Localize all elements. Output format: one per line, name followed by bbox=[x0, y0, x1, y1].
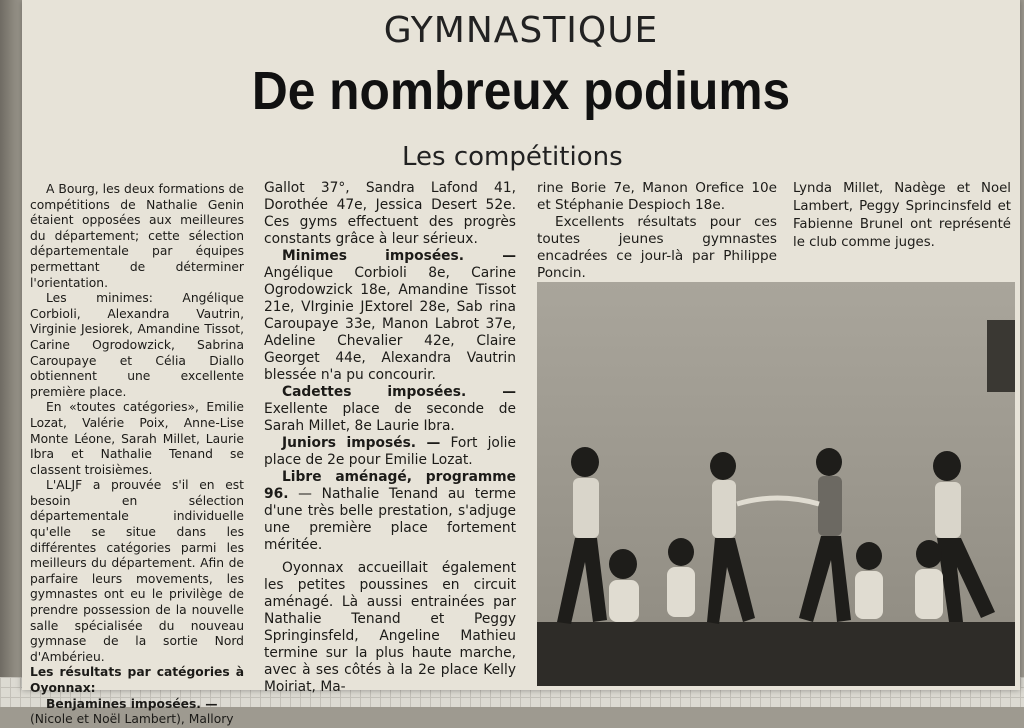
gymnasts-photo bbox=[537, 282, 1015, 686]
column-4 bbox=[793, 180, 1011, 252]
section-kicker: GYMNASTIQUE bbox=[383, 10, 659, 51]
cadettes-paragraph bbox=[264, 384, 516, 435]
libre-heading: Libre aménagé, programme 96. bbox=[264, 469, 516, 502]
oyonnax-paragraph: Oyonnax accueillait également les petites poussines en circuit aménagé. Là aussi entrainées par Nathalie Tenand et Peggy Springinsfeld, Angeline Mathieu termine sur la plus haute marche, avec à ses côtés à la 2e place Kelly Moiriat, Ma- bbox=[264, 560, 516, 695]
minimes-results: Angélique Corbioli 8e, Carine Ogrodowzick 18e, Amandine Tissot 21e, VIrginie JExtorel 28e, Sab rina Caroupaye 33e, Manon Labrot 37e, Adeline Chevalier 42e, Claire Georget 44e, Alexandra Vautrin blessée n'a pu concourir. bbox=[264, 265, 516, 383]
col1-paragraph-4: L'ALJF a prouvée s'il en est besoin en sélection départementale individuelle qu'elle se situe dans les différentes catégories parmi les meilleurs du département. Afin de parfaire leurs movements, les gymnastes ont eu le privilège de prendre possession de la nouvelle salle spécialisée du nouveau gymnase de la sortie Nord d'Ambérieu. bbox=[30, 478, 244, 664]
headline: De nombreux podiums bbox=[251, 61, 791, 121]
col1-paragraph-1: A Bourg, les deux formations de compétitions de Nathalie Genin étaient opposées aux meilleures du département; cette sélection départementale par équipes permettant de déterminer l'orientation. bbox=[30, 182, 244, 290]
col2-paragraph-1: Gallot 37°, Sandra Lafond 41, Dorothée 47e, Jessica Desert 52e. Ces gyms effectuent des progrès constants grâce à leur sérieux. bbox=[264, 180, 516, 247]
gymnasts-photo-illustration bbox=[537, 282, 1015, 686]
col3-paragraph-2: Excellents résultats pour ces toutes jeunes gymnastes encadrées ce jour-là par Philippe Poncin. bbox=[537, 214, 777, 281]
juniors-heading: Juniors imposés. — bbox=[282, 435, 441, 451]
minimes-paragraph bbox=[264, 248, 516, 384]
libre-results: — Nathalie Tenand au terme d'une très belle prestation, s'adjuge une première place fortement méritée. bbox=[264, 486, 516, 553]
col1-paragraph-3: En «toutes catégories», Emilie Lozat, Valérie Poix, Anne-Lise Monte Léone, Sarah Millet, Laurie Ibra et Nathalie Tenand se classent troisièmes. bbox=[30, 400, 244, 477]
results-heading: Les résultats par catégories à Oyonnax: bbox=[30, 665, 244, 695]
juniors-results: Fort jolie place de 2e pour Emilie Lozat. bbox=[264, 435, 516, 468]
cadettes-heading: Cadettes imposées. — bbox=[282, 384, 516, 400]
benjamines-heading: Benjamines imposées. — bbox=[46, 696, 218, 711]
column-3 bbox=[537, 180, 777, 282]
col3-paragraph-1: rine Borie 7e, Manon Orefice 10e et Stéphanie Despioch 18e. bbox=[537, 180, 777, 213]
newspaper-clipping bbox=[22, 0, 1020, 727]
column-2 bbox=[264, 180, 516, 696]
subheadline: Les compétitions bbox=[402, 142, 623, 172]
column-1 bbox=[30, 182, 244, 728]
juniors-paragraph bbox=[264, 435, 516, 469]
cadettes-results: Exellente place de seconde de Sarah Millet, 8e Laurie Ibra. bbox=[264, 401, 516, 434]
col1-paragraph-5: (Nicole et Noël Lambert), Mallory bbox=[30, 712, 234, 727]
col4-paragraph-1: Lynda Millet, Nadège et Noel Lambert, Peggy Sprincinsfeld et Fabienne Brunel ont représenté le club comme juges. bbox=[793, 181, 1011, 250]
col1-paragraph-2: Les minimes: Angélique Corbioli, Alexandra Vautrin, Virginie Jesiorek, Amandine Tissot, Carine Ogrodowzick, Sabrina Caroupaye et Célia Diallo obtiennent une excellente première place. bbox=[30, 291, 244, 399]
libre-paragraph bbox=[264, 469, 516, 554]
minimes-heading: Minimes imposées. — bbox=[282, 248, 516, 264]
